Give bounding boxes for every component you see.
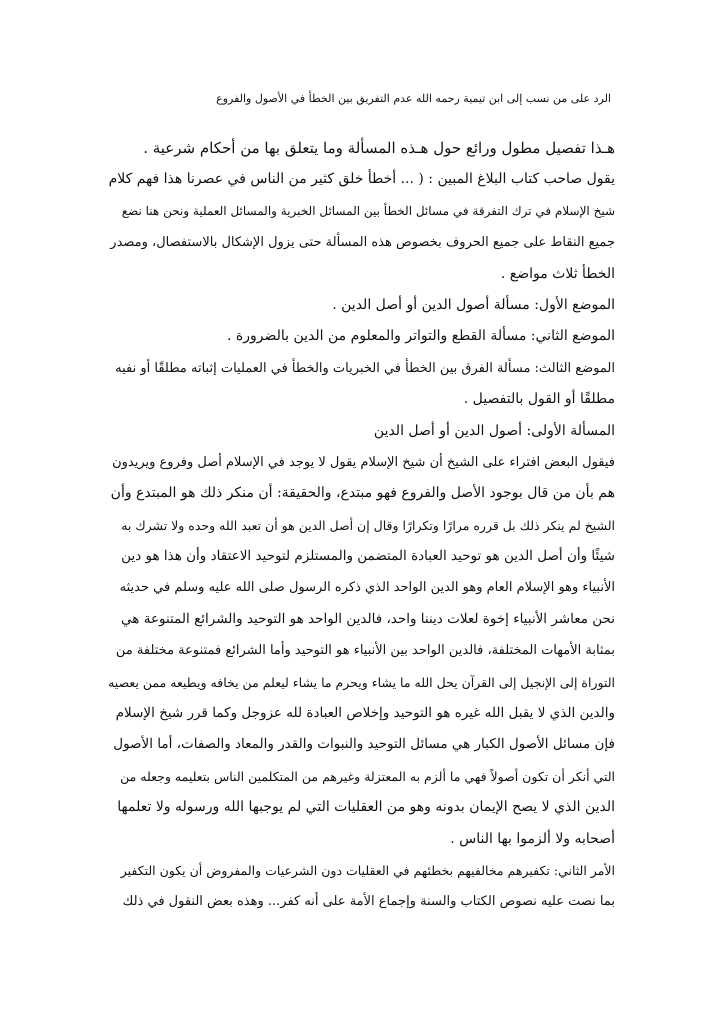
text-line: والدين الذي لا يقبل الله غيره هو التوحيد وإخلاص العبادة لله عزوجل وكما قرر شيخ الإسلام [115,705,615,722]
text-line: بمثابة الأمهات المختلفة، فالدين الواحد بين الأنبياء هو التوحيد وأما الشرائع فمتنوعة مختلفة من [115,643,615,659]
running-header: الرد على من نسب إلى ابن تيمية رحمه الله عدم التفريق بين الخطأ في الأصول والفروع [216,92,611,105]
text-line: نحن معاشر الأنبياء إخوة لعلات ديننا واحد، فالدين الواحد هو التوحيد والشرائع المتنوعة هي [121,610,615,627]
text-line: شيخ الإسلام في ترك التفرقة في مسائل الخطأ بين المسائل الخبرية والمسائل العملية ونحن هنا نضع [121,203,615,218]
text-line: الدين الذي لا يصح الإيمان بدونه وهو من العقليات التي لم يوجبها الله ورسوله ولا تعلمها [117,799,615,816]
text-line: فإن مسائل الأصول الكبار هي مسائل التوحيد والنبوات والقدر والمعاد والصفات، أما الأصول [113,736,615,753]
section-heading: المسألة الأولى: أصول الدين أو أصل الدين [373,422,615,439]
text-line: هـذا تفصيل مطول ورائع حول هـذه المسألة وما يتعلق بها من أحكام شرعية . [143,139,615,157]
text-line: التوراة إلى الإنجيل إلى القرآن يحل الله ما يشاء ويحرم ما يشاء ليعلم من يخافه ويطيعه ممن يعصيه [108,674,615,690]
text-line: جميع النقاط على جميع الحروف بخصوص هذه المسألة حتى يزول الإشكال بالاستفصال، ومصدر [110,235,615,251]
text-line: فيقول البعض افتراء على الشيخ أن شيخ الإسلام يقول لا يوجد في الإسلام أصل وفروع ويريدون [112,454,615,470]
text-line: الشيخ لم ينكر ذلك بل قرره مرارًا وتكرارًا وقال إن أصل الدين هو أن تعبد الله وحده ولا تشرك به [121,517,615,533]
section-heading: الموضع الأول: مسألة أصول الدين أو أصل الدين . [332,296,615,313]
section-heading: الموضع الثاني: مسألة القطع والتواتر والمعلوم من الدين بالضرورة . [227,328,615,345]
text-line: شيئًا وأن أصل الدين هو توحيد العبادة المتضمن والمستلزم لتوحيد الاعتقاد وأن هذا هو دين [121,548,615,565]
text-line: الأمر الثاني: تكفيرهم مخالفيهم بخطئهم في العقليات دون الشرعيات والمفروض أن يكون التكفير [120,862,615,878]
text-line: الأنبياء وهو الإسلام العام وهو الدين الواحد الذي ذكره الرسول صلى الله عليه وسلم في حديثه [119,580,615,596]
text-line: مطلقًا أو القول بالتفصيل . [463,391,615,408]
text-line: أصحابه ولا ألزموا بها الناس . [450,830,615,847]
text-line: التي أنكر أن تكون أصولاً فهي ما ألزم به المعتزلة وغيرهم من المتكلمين الناس بتعليمه وجعله من [120,768,615,784]
text-line: الخطأ ثلاث مواضع . [500,265,615,282]
text-line: يقول صاحب كتاب البلاغ المبين : ( ... أخطأ خلق كثير من الناس في عصرنا هذا فهم كلام [108,171,615,188]
text-line: هم بأن من قال بوجود الأصل والفروع فهو مبتدع، والحقيقة: أن منكر ذلك هو المبتدع وأن [110,485,615,502]
text-line: بما نصت عليه نصوص الكتاب والسنة وإجماع الأمة على أنه كفر... وهذه بعض النقول في ذلك [122,894,615,910]
section-heading: الموضع الثالث: مسألة الفرق بين الخطأ في الخبريات والخطأ في العمليات إثباته مطلقًا أو نفيه [115,360,615,376]
body-text [105,133,615,918]
